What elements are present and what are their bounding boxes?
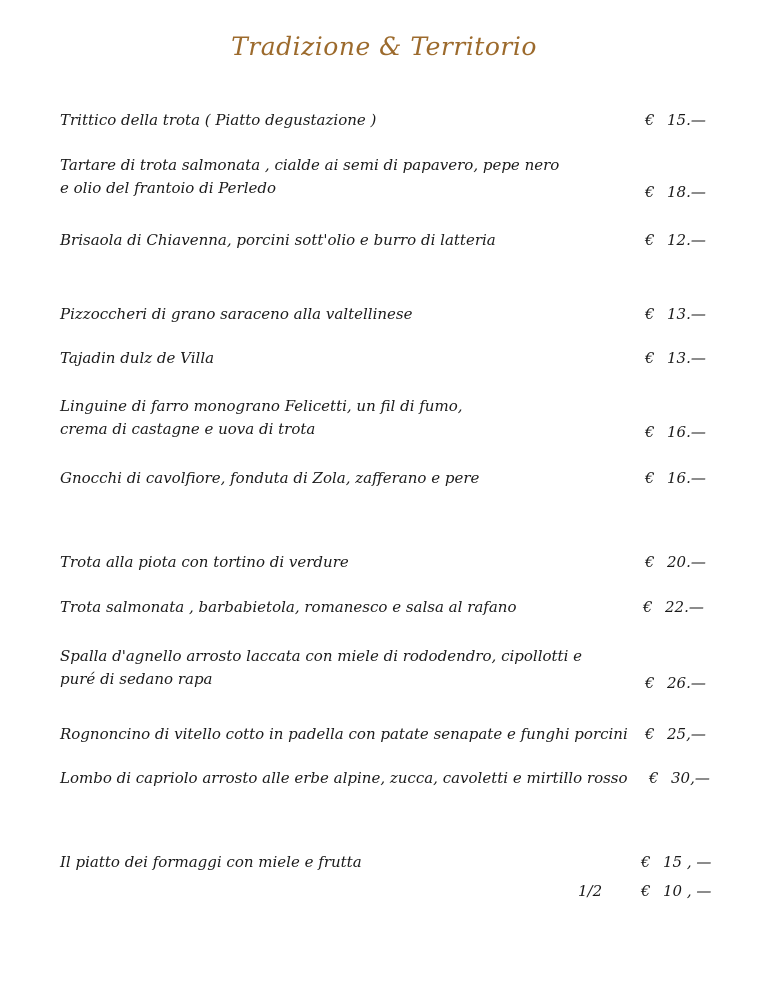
menu-item-name: Gnocchi di cavolfiore, fonduta di Zola, zafferano e pere xyxy=(60,469,480,487)
menu-item-price xyxy=(645,723,706,746)
menu-item xyxy=(60,229,496,252)
menu-item-name: Linguine di farro monograno Felicetti, un fil di fumo, xyxy=(60,397,463,415)
menu-item-price xyxy=(645,229,706,252)
menu-item-name: Il piatto dei formaggi con miele e frutta xyxy=(60,853,362,871)
menu-item-price xyxy=(643,596,704,619)
menu-item-name: Trittico della trota ( Piatto degustazione ) xyxy=(60,111,377,129)
menu-item-price xyxy=(645,551,706,574)
currency-symbol: € xyxy=(641,853,651,871)
menu-item-name: Brisaola di Chiavenna, porcini sott'olio e burro di latteria xyxy=(60,231,496,249)
currency-symbol: € xyxy=(645,725,655,743)
menu-item xyxy=(60,395,463,441)
menu-item xyxy=(60,109,376,132)
price-value: 13.— xyxy=(667,305,706,323)
menu-item-price xyxy=(645,467,706,490)
menu-item-name: Rognoncino di vitello cotto in padella con patate senapate e funghi porcini xyxy=(60,725,628,743)
menu-item-name: Tajadin dulz de Villa xyxy=(60,349,215,367)
menu-item xyxy=(60,851,362,874)
price-value: 13.— xyxy=(667,349,706,367)
menu-item-name: Trota alla piota con tortino di verdure xyxy=(60,553,349,571)
menu-item xyxy=(60,303,413,326)
menu-item-price xyxy=(645,347,706,370)
price-value: 12.— xyxy=(667,231,706,249)
price-value: 15.— xyxy=(667,111,706,129)
menu-item xyxy=(60,645,582,691)
price-value: 16.— xyxy=(667,423,706,441)
currency-symbol: € xyxy=(643,598,653,616)
menu-item-name: Pizzoccheri di grano saraceno alla valtellinese xyxy=(60,305,413,323)
menu-item xyxy=(60,723,628,746)
menu-item-name: Lombo di capriolo arrosto alle erbe alpine, zucca, cavoletti e mirtillo rosso xyxy=(60,769,628,787)
price-value: 25,— xyxy=(667,725,706,743)
currency-symbol: € xyxy=(645,183,655,201)
menu-item-name: Spalla d'agnello arrosto laccata con miele di rododendro, cipollotti e xyxy=(60,647,583,665)
currency-symbol: € xyxy=(645,674,655,692)
price-value: 15 , — xyxy=(663,853,712,871)
half-portion-price xyxy=(641,880,711,903)
currency-symbol: € xyxy=(645,305,655,323)
menu-item xyxy=(60,347,214,370)
menu-item-name-cont: puré di sedano rapa xyxy=(60,670,213,688)
price-value: 22.— xyxy=(665,598,704,616)
currency-symbol: € xyxy=(641,882,651,900)
menu-item-price xyxy=(649,767,710,790)
menu-item-name: Trota salmonata , barbabietola, romanesco e salsa al rafano xyxy=(60,598,517,616)
currency-symbol: € xyxy=(645,111,655,129)
menu-item-name-cont: crema di castagne e uova di trota xyxy=(60,420,316,438)
currency-symbol: € xyxy=(645,469,655,487)
half-portion-label: 1/2 xyxy=(578,882,603,900)
menu-item-price xyxy=(645,672,706,695)
menu-item-price xyxy=(645,181,706,204)
menu-item xyxy=(60,767,628,790)
price-value: 30,— xyxy=(671,769,710,787)
currency-symbol: € xyxy=(645,423,655,441)
currency-symbol: € xyxy=(645,349,655,367)
menu-title: Tradizione & Territorio xyxy=(231,32,537,61)
menu-item-price xyxy=(645,303,706,326)
menu-item xyxy=(60,551,349,574)
menu-item xyxy=(60,596,517,619)
price-value: 26.— xyxy=(667,674,706,692)
menu-item-price xyxy=(645,109,706,132)
price-value: 20.— xyxy=(667,553,706,571)
currency-symbol: € xyxy=(649,769,659,787)
price-value: 10 , — xyxy=(663,882,712,900)
menu-item-name: Tartare di trota salmonata , cialde ai semi di papavero, pepe nero xyxy=(60,156,560,174)
menu-item-price xyxy=(641,851,711,874)
currency-symbol: € xyxy=(645,553,655,571)
menu-item-price xyxy=(645,421,706,444)
price-value: 18.— xyxy=(667,183,706,201)
menu-item xyxy=(60,154,559,200)
price-value: 16.— xyxy=(667,469,706,487)
currency-symbol: € xyxy=(645,231,655,249)
menu-item-name-cont: e olio del frantoio di Perledo xyxy=(60,179,277,197)
menu-item xyxy=(60,467,479,490)
